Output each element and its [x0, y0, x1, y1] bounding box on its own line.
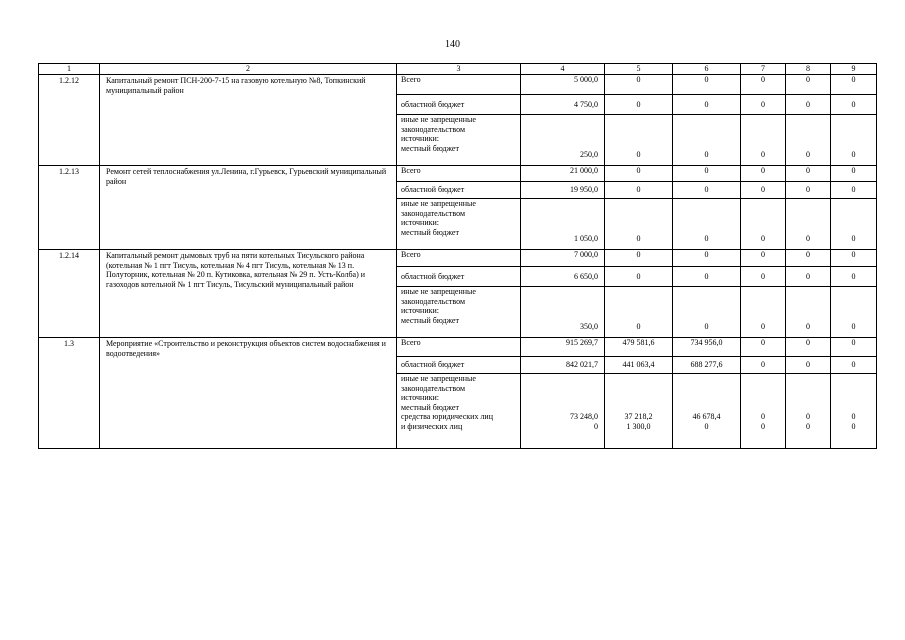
value-cell: 0 — [831, 95, 877, 115]
row-name: Капитальный ремонт дымовых труб на пяти котельных Тисульского района (котельная № 1 пгт Тисуль, котельная № 4 пгт Тисуль, котельная № 13 п. Полуторник, котельная № 20 п. Кутиковка, котельная № 29 п. Усть-Колба) и газоходов котельной № 1 пгт Тисуль, Тисульский муниципальный район — [100, 250, 397, 338]
value-cell: 0 — [605, 267, 673, 287]
value-cell: 0 — [741, 166, 786, 182]
header-col-4: 4 — [521, 64, 605, 75]
value-cell: 915 269,7 — [521, 338, 605, 357]
source-total: Всего — [397, 166, 521, 182]
source-local: местный бюджет — [401, 143, 459, 153]
legal-value: 1 300,0 — [626, 421, 651, 431]
local-value: 46 678,4 — [692, 412, 721, 421]
header-col-1: 1 — [39, 64, 100, 75]
source-total: Всего — [397, 338, 521, 357]
value-cell: 441 063,4 — [605, 357, 673, 374]
local-value: 0 — [851, 412, 856, 421]
value-cell: 250,0 — [521, 115, 605, 166]
legal-value: 0 — [594, 421, 598, 431]
value-cell: 0 — [741, 115, 786, 166]
header-col-8: 8 — [786, 64, 831, 75]
value-cell: 5 000,0 — [521, 75, 605, 95]
value-cell: 0 — [605, 287, 673, 338]
value-cell — [673, 374, 741, 449]
header-col-6: 6 — [673, 64, 741, 75]
value-cell: 0 — [786, 357, 831, 374]
value-cell: 0 — [741, 357, 786, 374]
row-code: 1.3 — [39, 338, 100, 449]
value-cell: 0 — [673, 166, 741, 182]
value-cell: 0 — [741, 287, 786, 338]
value-cell: 479 581,6 — [605, 338, 673, 357]
source-other-line2: законодательством — [401, 208, 466, 218]
value-cell: 0 — [831, 338, 877, 357]
value-cell: 0 — [605, 250, 673, 267]
value-cell: 0 — [673, 199, 741, 250]
source-legal-line2: и физических лиц — [401, 421, 463, 431]
value-cell: 0 — [605, 166, 673, 182]
source-other-line1: иные не запрещенные — [401, 287, 476, 296]
value-cell — [605, 374, 673, 449]
value-cell: 0 — [831, 182, 877, 199]
value-cell: 734 956,0 — [673, 338, 741, 357]
legal-value: 0 — [806, 421, 810, 431]
value-cell: 0 — [741, 95, 786, 115]
source-other — [397, 115, 521, 166]
value-cell: 21 000,0 — [521, 166, 605, 182]
row-code: 1.2.12 — [39, 75, 100, 166]
header-col-2: 2 — [100, 64, 397, 75]
source-total: Всего — [397, 250, 521, 267]
row-name: Капитальный ремонт ПСН-200-7-15 на газовую котельную №8, Топкинский муниципальный район — [100, 75, 397, 166]
source-total: Всего — [397, 75, 521, 95]
value-cell: 0 — [786, 250, 831, 267]
source-other-line3: источники: — [401, 393, 439, 403]
value-cell: 0 — [741, 199, 786, 250]
value-cell: 0 — [605, 115, 673, 166]
value-cell: 6 650,0 — [521, 267, 605, 287]
value-cell: 0 — [605, 75, 673, 95]
local-value: 73 248,0 — [570, 412, 598, 421]
legal-value: 0 — [851, 421, 856, 431]
value-cell: 0 — [741, 267, 786, 287]
value-cell: 0 — [831, 199, 877, 250]
value-cell: 0 — [831, 287, 877, 338]
value-cell: 0 — [786, 115, 831, 166]
page-number: 140 — [445, 39, 460, 50]
source-other-line1: иные не запрещенные — [401, 199, 476, 208]
value-cell: 0 — [673, 75, 741, 95]
header-col-9: 9 — [831, 64, 877, 75]
source-other — [397, 199, 521, 250]
value-cell: 0 — [831, 357, 877, 374]
table-row — [39, 338, 877, 357]
value-cell: 0 — [831, 267, 877, 287]
source-regional: областной бюджет — [397, 182, 521, 199]
source-local: местный бюджет — [401, 315, 459, 325]
value-cell: 0 — [673, 115, 741, 166]
source-regional: областной бюджет — [397, 267, 521, 287]
value-cell: 0 — [786, 182, 831, 199]
value-cell: 19 950,0 — [521, 182, 605, 199]
row-code: 1.2.13 — [39, 166, 100, 250]
value-cell — [786, 374, 831, 449]
row-name: Мероприятие «Строительство и реконструкция объектов систем водоснабжения и водоотведения» — [100, 338, 397, 449]
value-cell: 0 — [831, 75, 877, 95]
value-cell: 350,0 — [521, 287, 605, 338]
value-cell: 0 — [786, 287, 831, 338]
source-other — [397, 374, 521, 449]
source-regional: областной бюджет — [397, 95, 521, 115]
value-cell: 0 — [741, 182, 786, 199]
legal-value: 0 — [761, 421, 765, 431]
source-other-line3: источники: — [401, 218, 439, 228]
source-other-line1: иные не запрещенные — [401, 115, 476, 124]
table-row — [39, 250, 877, 267]
budget-table — [38, 63, 877, 449]
source-other-line2: законодательством — [401, 124, 466, 134]
value-cell: 7 000,0 — [521, 250, 605, 267]
value-cell: 0 — [605, 182, 673, 199]
table-row — [39, 75, 877, 95]
header-row — [39, 64, 877, 75]
value-cell: 1 050,0 — [521, 199, 605, 250]
value-cell: 688 277,6 — [673, 357, 741, 374]
table-row — [39, 166, 877, 182]
value-cell: 0 — [786, 267, 831, 287]
value-cell: 0 — [831, 115, 877, 166]
value-cell: 0 — [786, 75, 831, 95]
source-other — [397, 287, 521, 338]
local-value: 37 218,2 — [624, 412, 653, 421]
value-cell: 0 — [673, 95, 741, 115]
header-col-7: 7 — [741, 64, 786, 75]
value-cell: 0 — [673, 182, 741, 199]
source-other-line1: иные не запрещенные — [401, 374, 476, 383]
value-cell: 4 750,0 — [521, 95, 605, 115]
value-cell: 0 — [831, 166, 877, 182]
row-name: Ремонт сетей теплоснабжения ул.Ленина, г.Гурьевск, Гурьевский муниципальный район — [100, 166, 397, 250]
value-cell: 0 — [673, 287, 741, 338]
local-value: 0 — [806, 412, 810, 421]
value-cell: 0 — [786, 199, 831, 250]
value-cell: 0 — [831, 250, 877, 267]
value-cell: 0 — [605, 95, 673, 115]
value-cell: 0 — [786, 95, 831, 115]
source-other-line2: законодательством — [401, 296, 466, 306]
value-cell: 0 — [673, 267, 741, 287]
header-col-3: 3 — [397, 64, 521, 75]
legal-value: 0 — [704, 421, 709, 431]
source-other-line2: законодательством — [401, 383, 466, 393]
value-cell: 0 — [673, 250, 741, 267]
value-cell — [831, 374, 877, 449]
value-cell: 842 021,7 — [521, 357, 605, 374]
local-value: 0 — [761, 412, 765, 421]
source-local: местный бюджет — [401, 402, 459, 412]
source-local: местный бюджет — [401, 227, 459, 237]
source-regional: областной бюджет — [397, 357, 521, 374]
value-cell: 0 — [741, 250, 786, 267]
value-cell: 0 — [741, 75, 786, 95]
value-cell: 0 — [605, 199, 673, 250]
source-legal-line1: средства юридических лиц — [401, 412, 493, 422]
value-cell — [521, 374, 605, 449]
source-other-line3: источники: — [401, 306, 439, 316]
source-other-line3: источники: — [401, 134, 439, 144]
value-cell: 0 — [741, 338, 786, 357]
value-cell: 0 — [786, 166, 831, 182]
header-col-5: 5 — [605, 64, 673, 75]
row-code: 1.2.14 — [39, 250, 100, 338]
value-cell: 0 — [786, 338, 831, 357]
value-cell — [741, 374, 786, 449]
